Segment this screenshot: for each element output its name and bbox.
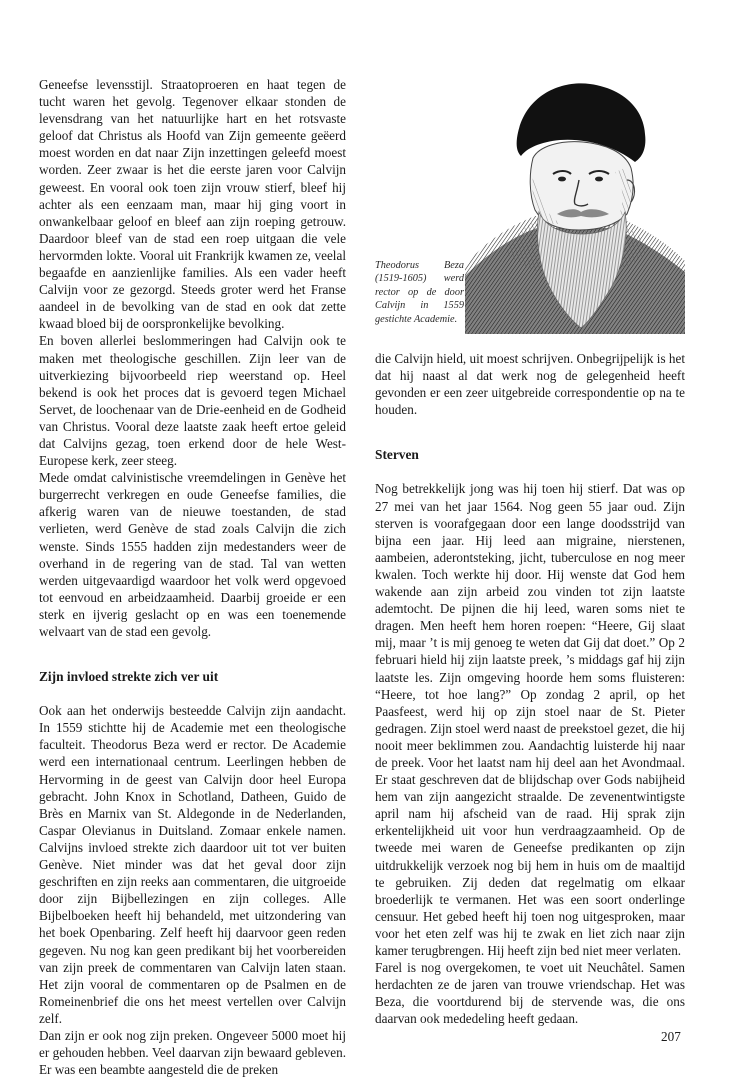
paragraph: Ook aan het onderwijs besteedde Calvijn zijn aandacht. In 1559 stichtte hij de Academie met een theologische faculteit. Theodorus Beza werd er rector. De Academie werd een internationaal centrum. Leerlingen hebben de Hervorming in de geest van Calvijn door heel Europa gebracht. John Knox in Schotland, Datheen, Guido de Brès en Marnix van St. Aldegonde in de Nederlanden, Caspar Olevianus in Duitsland. Zomaar enkele namen. Calvijns invloed strekte zich daardoor uit tot ver buiten Genève. Niet minder was dat het geval door zijn geschriften en zijn reeks aan commentaren, die uitgroeide door zijn Bijbellezingen en zijn colleges. Alle Bijbelboeken heeft hij behandeld, met uitzondering van het boek Openbaring. Zelf heeft hij daarvoor geen reden gegeven. Nu nog kan geen predikant bij het voorbereiden van zijn preek de commentaren van Calvijn laten staan. Het zijn vooral de commentaren op de Psalmen en de Romeinenbrief die ons het meest vertellen over Calvijn zelf. [39,703,346,1026]
paragraph: Farel is nog overgekomen, te voet uit Neuchâtel. Samen herdachten ze de jaren van trouwe vriendschap. Het was Beza, die voortdurend bij de stervende was, die ons daarvan ook mededeling heeft gedaan. [375,960,685,1027]
section-heading: Sterven [375,447,419,463]
right-column [375,76,685,1027]
left-column [39,76,346,1078]
portrait-image [465,76,685,334]
figure [375,76,685,336]
paragraph: Mede omdat calvinistische vreemdelingen in Genève het burgerrecht verkregen en oude Geneefse families, die afkerig waren van de nieuwe toestanden, de stad verlieten, werd Genève de stad zoals Calvijn die zich wenste. Sinds 1555 hadden zijn medestanders weer de overhand in de regering van de stad. Tal van wetten werden uitgevaardigd waardoor het volk werd opgevoed tot eenvoud en arbeidzaamheid. Daarbij groeide er een sterk en ijverig geslacht op en was een toenemende welvaart van de stad een gevolg. [39,470,346,639]
paragraph: Dan zijn er ook nog zijn preken. Ongeveer 5000 moet hij er gehouden hebben. Veel daarvan zijn bewaard gebleven. Er was een beambte aangesteld die de preken [39,1027,346,1078]
page-number: 207 [661,1029,681,1044]
paragraph: En boven allerlei beslommeringen had Calvijn ook te maken met theologische geschillen. Zijn leer van de uitverkiezing bijvoorbeeld riep weerstand op. Heel bekend is ook het proces dat is gevoerd tegen Michael Servet, de loochenaar van de Drie-eenheid en de Godheid van Christus. Vooral deze laatste zaak heeft ertoe geleid dat Calvijns gezag, toen erkend door de hele West-Europese kerk, zeer steeg. [39,333,346,469]
figure-caption: Theodorus Beza (1519-1605) werd rector op de door Calvijn in 1559 gestichte Academie. [375,260,464,325]
section-heading: Zijn invloed strekte zich ver uit [39,669,219,685]
paragraph: die Calvijn hield, uit moest schrijven. Onbegrijpelijk is het dat hij naast al dat werk nog de gelegenheid heeft gevonden er een zeer uitgebreide correspondentie op na te houden. [375,351,685,418]
paragraph: Nog betrekkelijk jong was hij toen hij stierf. Dat was op 27 mei van het jaar 1564. Nog geen 55 jaar oud. Zijn sterven is voorafgegaan door een lange doodsstrijd van bijna een jaar. Hij leed aan migraine, nierstenen, aambeien, aderontsteking, jicht, tuberculose en nog meer kwalen. Toch werkte hij door. Hij wenste dat God hem wakende aan zijn arbeid zou vinden tot zijn laatste ademtocht. De pijnen die hij leed, waren soms niet te dragen. Men heeft hem horen roepen: “Heere, Gij slaat mij, maar ’t is mij genoeg te weten dat Gij dat doet.” Op 2 februari hield hij zijn laatste preek, ’s middags gaf hij zijn laatste les. Zijn omgeving hoorde hem soms fluisteren: “Heere, tot hoe lang?” Op zondag 2 april, op het Paasfeest, werd hij op zijn stoel naar de St. Pieter gedragen. Zijn stoel werd naast de preekstoel gezet, die hij nooit meer beklimmen zou. Aandachtig luisterde hij naar de preek. Voor het laatst nam hij deel aan het Avondmaal. Er staat geschreven dat de blijdschap over Gods nabijheid hem van zijn aangezicht straalde. De zevenentwintigste april nam hij afscheid van de raad. Hij sprak zijn erkentelijkheid uit voor hun verdraagzaamheid. Op de tweede mei waren de Geneefse predikanten op zijn uitdrukkelijk verzoek nog bij hem in huis om de maaltijd te gebruiken. Zij deden dat regelmatig om elkaar broederlijk te vermanen. Het was een soort onderlinge censuur. Het gebed heeft hij toen nog uitgesproken, maar voor het eten zelf was hij te zwak en liet zich naar zijn kamer terugbrengen. Hij heeft zijn bed niet meer verlaten. [375,481,685,958]
portrait-engraving-icon [465,76,685,334]
paragraph: Geneefse levensstijl. Straatoproeren en haat tegen de tucht waren het gevolg. Tegenover elkaar stonden de levensdrang van het natuurlijke hart en het rotsvaste geloof dat Christus als Hoofd van Zijn gemeente geëerd moest worden en dat naar Zijn inzettingen geleefd moest worden. Zeer zwaar is het die eerste jaren voor Calvijn geweest. En vooral ook toen zijn vrouw stierf, bleef hij achter als een eenzaam man, maar hij ging voort in onwankelbaar geloof en bleef aan zijn roeping getrouw. Daardoor bleef van de stad een roep uitgaan die vele hervormden lokte. Vooral uit Frankrijk kwamen ze, veelal begaafde en aanzienlijke families. Als een vader heeft Calvijn voor ze gezorgd. Steeds groter werd het Franse aandeel in de bevolking van de stad en ook dat zette kwaad bloed bij de oorspronkelijke bevolking. [39,77,346,332]
